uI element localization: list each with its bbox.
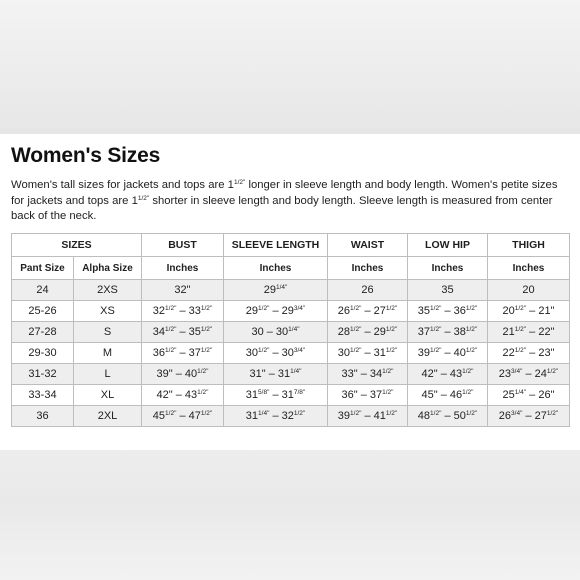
alpha-size-cell: 2XS	[74, 280, 142, 301]
size-rows	[12, 280, 570, 427]
size-chart-table	[11, 233, 570, 427]
pant-size-cell: 36	[12, 406, 74, 427]
waist-cell: $26^{1/2"} - 27^{1/2"}$	[328, 301, 408, 322]
alpha-size-cell: XL	[74, 385, 142, 406]
alpha-size-cell: S	[74, 322, 142, 343]
low-hip-cell: 45" – $46^{1/2"}$	[408, 385, 488, 406]
thigh-cell: $25^{1/4"} - 26$"	[488, 385, 570, 406]
size-description: Women's tall sizes for jackets and tops are $1^{1/2"}$ longer in sleeve length and body length. Women's petite sizes for jackets and tops are $1^{1/2"}$ shorter in sleeve length and body length. Sleeve length is measured from center back of the neck.	[11, 179, 558, 222]
subheader-waist-unit: Inches	[328, 257, 408, 280]
thigh-cell: $22^{1/2"} - 23$"	[488, 343, 570, 364]
sleeve-length-cell: $31^{1/4"} - 32^{1/2"}$	[224, 406, 328, 427]
sleeve-length-cell: $31^{5/8"} - 31^{7/8"}$	[224, 385, 328, 406]
low-hip-cell: $39^{1/2"} - 40^{1/2"}$	[408, 343, 488, 364]
pant-size-cell: 24	[12, 280, 74, 301]
low-hip-cell: 35	[408, 280, 488, 301]
sleeve-length-cell: $29^{1/2"} - 29^{3/4"}$	[224, 301, 328, 322]
waist-cell: 36" – $37^{1/2"}$	[328, 385, 408, 406]
sub-header-row	[12, 257, 570, 280]
header-thigh: THIGH	[488, 234, 570, 257]
waist-cell: $28^{1/2"} - 29^{1/2"}$	[328, 322, 408, 343]
subheader-thigh-unit: Inches	[488, 257, 570, 280]
bust-cell: 32"	[142, 280, 224, 301]
background-top	[0, 0, 580, 134]
sleeve-length-cell: $29^{1/4"}$	[224, 280, 328, 301]
sleeve-length-cell: $30 - 30^{1/4"}$	[224, 322, 328, 343]
thigh-cell: 20	[488, 280, 570, 301]
waist-cell: $39^{1/2"} - 41^{1/2"}$	[328, 406, 408, 427]
bust-cell: $34^{1/2"} - 35^{1/2"}$	[142, 322, 224, 343]
alpha-size-cell: 2XL	[74, 406, 142, 427]
pant-size-cell: 29-30	[12, 343, 74, 364]
group-header-row	[12, 234, 570, 257]
bust-cell: $32^{1/2"} - 33^{1/2"}$	[142, 301, 224, 322]
bust-cell: 42" – $43^{1/2"}$	[142, 385, 224, 406]
page-title: Women's Sizes	[11, 144, 161, 167]
header-sleeve-length: SLEEVE LENGTH	[224, 234, 328, 257]
background-bottom	[0, 450, 580, 580]
header-sizes: SIZES	[12, 234, 142, 257]
table-row	[12, 280, 570, 301]
waist-cell: 33" – $34^{1/2"}$	[328, 364, 408, 385]
thigh-cell: $21^{1/2"} - 22$"	[488, 322, 570, 343]
table-row	[12, 406, 570, 427]
pant-size-cell: 33-34	[12, 385, 74, 406]
low-hip-cell: $37^{1/2"} - 38^{1/2"}$	[408, 322, 488, 343]
alpha-size-cell: M	[74, 343, 142, 364]
table-row	[12, 322, 570, 343]
low-hip-cell: $35^{1/2"} - 36^{1/2"}$	[408, 301, 488, 322]
low-hip-cell: $48^{1/2"} - 50^{1/2"}$	[408, 406, 488, 427]
pant-size-cell: 27-28	[12, 322, 74, 343]
bust-cell: $36^{1/2"} - 37^{1/2"}$	[142, 343, 224, 364]
thigh-cell: $20^{1/2"} - 21$"	[488, 301, 570, 322]
sleeve-length-cell: 31" – $31^{1/4"}$	[224, 364, 328, 385]
pant-size-cell: 25-26	[12, 301, 74, 322]
table-row	[12, 343, 570, 364]
table-row	[12, 364, 570, 385]
low-hip-cell: 42" – $43^{1/2"}$	[408, 364, 488, 385]
table-row	[12, 385, 570, 406]
alpha-size-cell: XS	[74, 301, 142, 322]
thigh-cell: $23^{3/4"} - 24^{1/2"}$	[488, 364, 570, 385]
subheader-pant-size: Pant Size	[12, 257, 74, 280]
subheader-bust-unit: Inches	[142, 257, 224, 280]
header-bust: BUST	[142, 234, 224, 257]
bust-cell: $45^{1/2"} - 47^{1/2"}$	[142, 406, 224, 427]
subheader-sleeve-unit: Inches	[224, 257, 328, 280]
pant-size-cell: 31-32	[12, 364, 74, 385]
sleeve-length-cell: $30^{1/2"} - 30^{3/4"}$	[224, 343, 328, 364]
header-low-hip: LOW HIP	[408, 234, 488, 257]
header-waist: WAIST	[328, 234, 408, 257]
thigh-cell: $26^{3/4"} - 27^{1/2"}$	[488, 406, 570, 427]
subheader-low-hip-unit: Inches	[408, 257, 488, 280]
alpha-size-cell: L	[74, 364, 142, 385]
subheader-alpha-size: Alpha Size	[74, 257, 142, 280]
bust-cell: 39" – $40^{1/2"}$	[142, 364, 224, 385]
waist-cell: 26	[328, 280, 408, 301]
table-row	[12, 301, 570, 322]
waist-cell: $30^{1/2"} - 31^{1/2"}$	[328, 343, 408, 364]
